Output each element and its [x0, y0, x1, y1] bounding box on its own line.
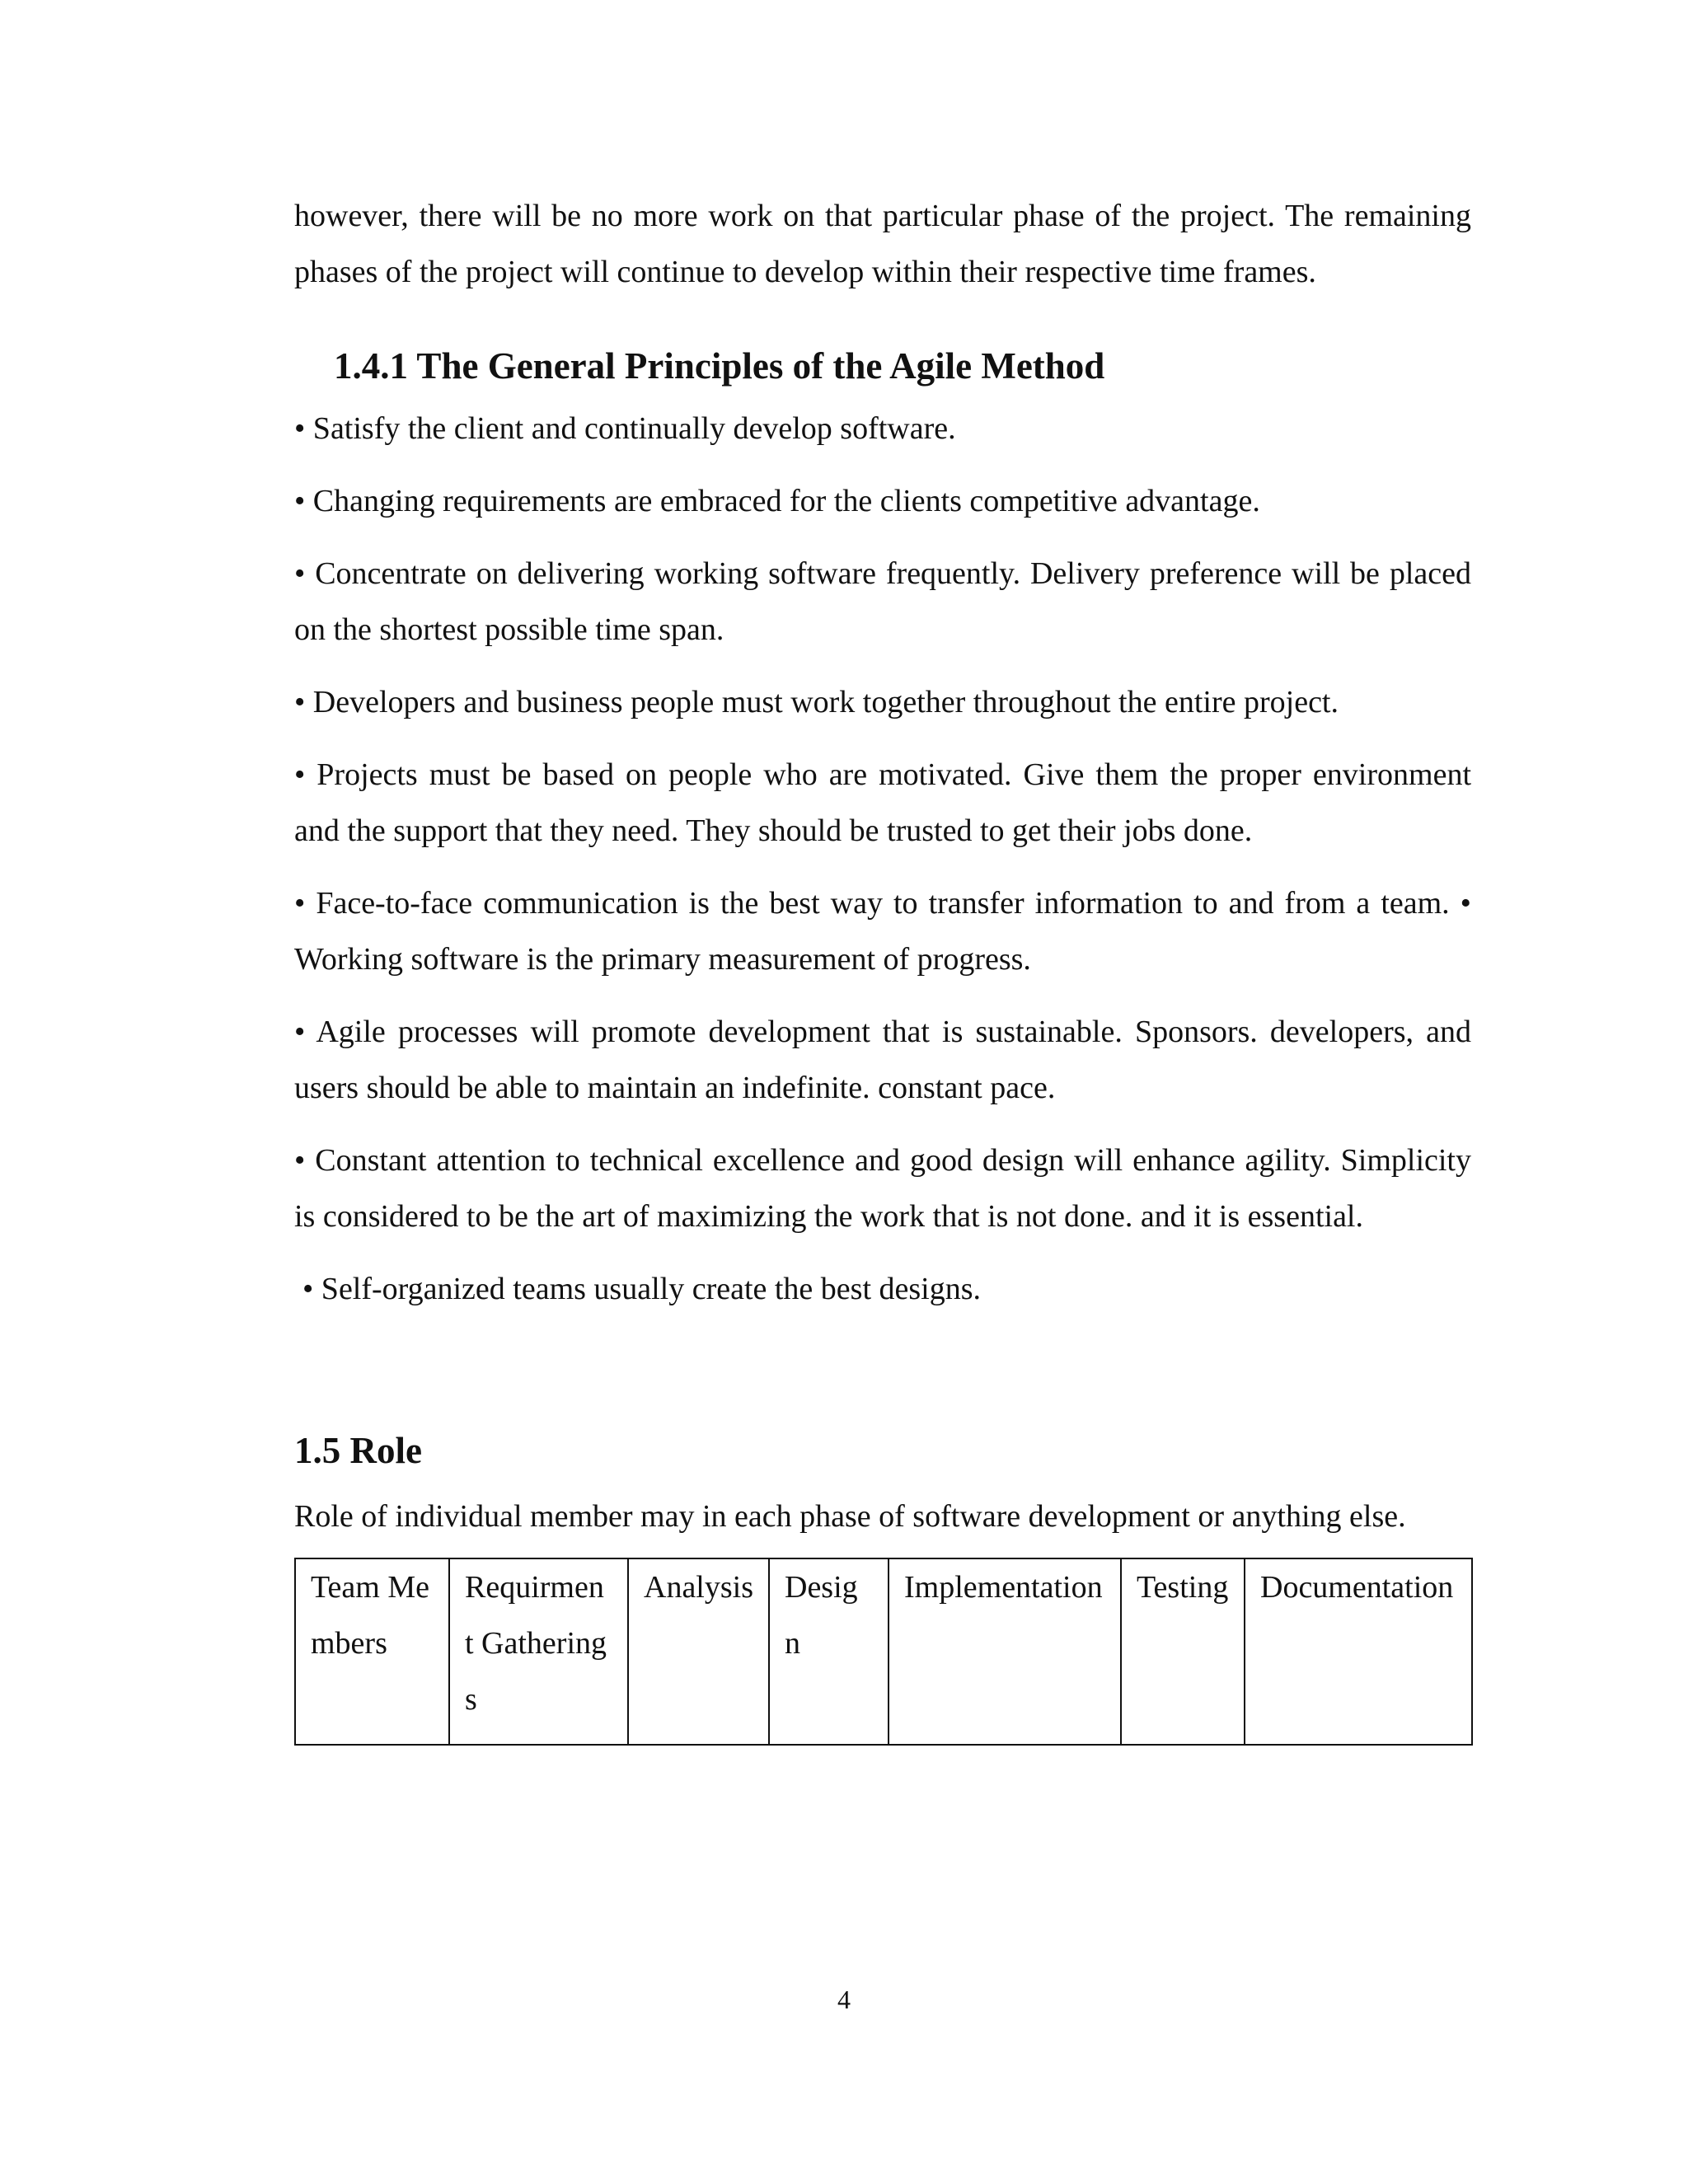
page-number: 4 — [837, 1985, 851, 2014]
table-header-cell: Requirment Gatherings — [449, 1558, 628, 1745]
page-content — [294, 188, 1471, 1746]
principle-item: • Changing requirements are embraced for the clients competitive advantage. — [294, 484, 1260, 518]
section-heading-1-4-1: 1.4.1 The General Principles of the Agile Method — [334, 345, 1105, 387]
principle-item: • Projects must be based on people who are motivated. Give them the proper environment and the support that they need. They should be trusted to get their jobs done. — [294, 757, 1471, 848]
principle-item: • Concentrate on delivering working software frequently. Delivery preference will be placed on the shortest possible time span. — [294, 556, 1471, 647]
intro-paragraph: however, there will be no more work on that particular phase of the project. The remaining phases of the project will continue to develop within their respective time frames. — [294, 199, 1471, 289]
table-header-cell: Documentation — [1245, 1558, 1472, 1745]
table-header-cell: Design — [769, 1558, 889, 1745]
table-header-row — [295, 1558, 1472, 1745]
table-header-cell: Testing — [1121, 1558, 1245, 1745]
table-header-cell: Team Members — [295, 1558, 449, 1745]
principle-item: • Constant attention to technical excellence and good design will enhance agility. Simplicity is considered to be the art of maximizing the work that is not done. and it is essential. — [294, 1143, 1471, 1234]
table-header-cell: Implementation — [889, 1558, 1121, 1745]
principles-list — [294, 401, 1471, 1317]
section-heading-1-5: 1.5 Role — [294, 1430, 422, 1471]
principle-item: • Satisfy the client and continually develop software. — [294, 411, 956, 446]
principle-item: • Agile processes will promote development that is sustainable. Sponsors. developers, and users should be able to maintain an indefinite. constant pace. — [294, 1015, 1471, 1105]
principle-item: • Developers and business people must work together throughout the entire project. — [294, 685, 1339, 719]
table-header-cell: Analysis — [628, 1558, 769, 1745]
principle-item: • Face-to-face communication is the best way to transfer information to and from a team. • Working software is the primary measurement of progress. — [294, 886, 1471, 977]
principle-item: • Self-organized teams usually create the best designs. — [302, 1272, 982, 1306]
roles-table — [294, 1558, 1473, 1746]
role-intro-paragraph: Role of individual member may in each phase of software development or anything else. — [294, 1499, 1406, 1534]
